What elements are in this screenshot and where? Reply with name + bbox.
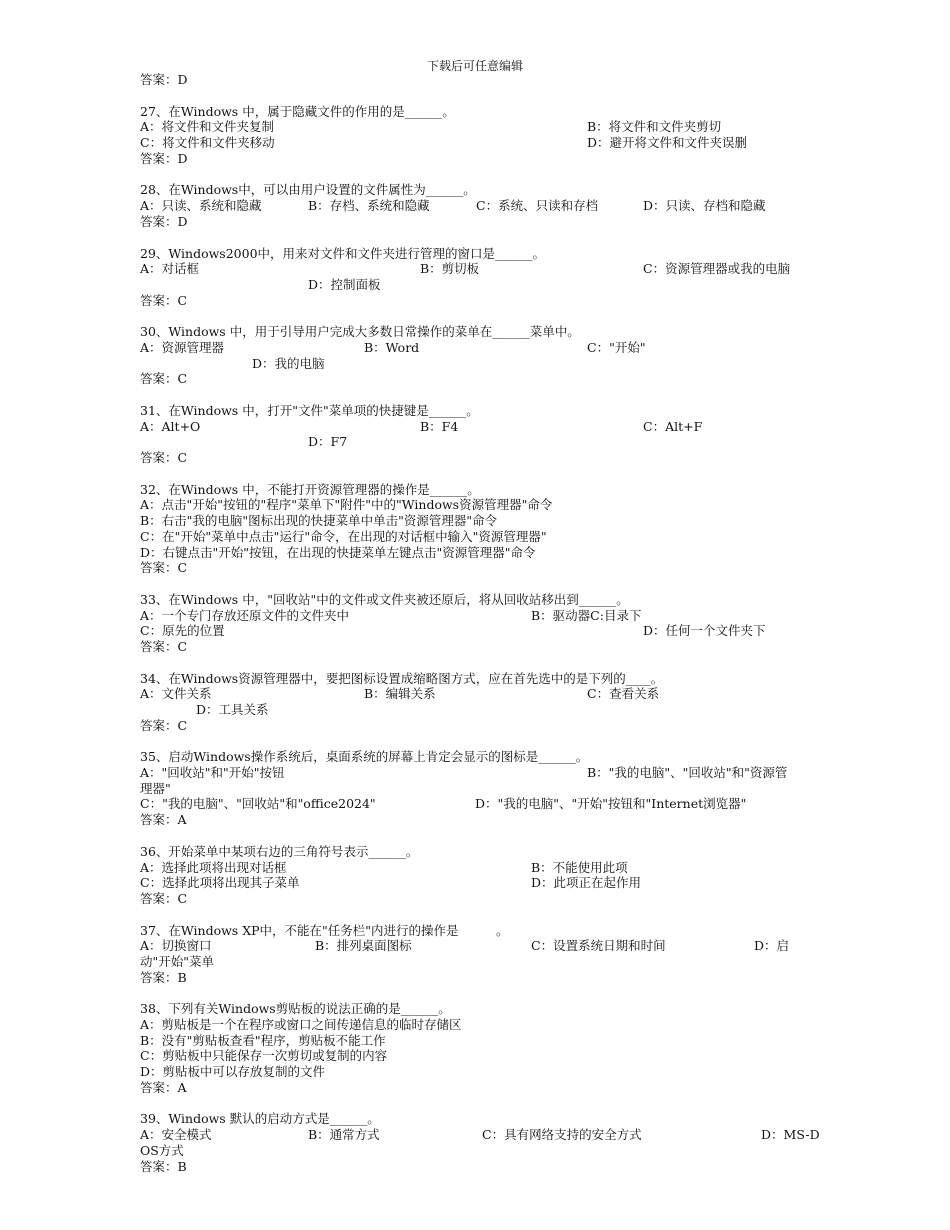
option-text: D：只读、存档和隐藏 (643, 198, 766, 214)
option-text: B：没有"剪贴板查看"程序，剪贴板不能工作 (140, 1032, 386, 1048)
option-text: C：设置系统日期和时间 (531, 938, 666, 954)
option-text: A：Alt+O (140, 418, 201, 434)
option-text: 理器" (140, 780, 171, 796)
option-text: 动"开始"菜单 (140, 953, 214, 969)
option-text: B：右击"我的电脑"图标出现的快捷菜单中单击"资源管理器"命令 (140, 513, 498, 529)
answer-line: 答案：C (140, 292, 188, 308)
option-text: C：剪贴板中只能保存一次剪切或复制的内容 (140, 1048, 388, 1064)
option-line (140, 1064, 815, 1080)
question-stem: 35、启动Windows操作系统后，桌面系统的屏幕上肯定会显示的图标是______。 (140, 749, 589, 765)
question-block (140, 104, 815, 167)
option-text: C：Alt+F (643, 418, 703, 434)
option-text: B：不能使用此项 (531, 859, 628, 875)
option-line (140, 1033, 815, 1049)
answer-line: 答案：B (140, 969, 187, 985)
answer-line: 答案：C (140, 717, 188, 733)
option-text: A：剪贴板是一个在程序或窗口之间传递信息的临时存储区 (140, 1017, 462, 1032)
option-text: C：具有网络支持的安全方式 (482, 1127, 642, 1143)
question-block (140, 403, 815, 466)
answer-line: 答案：C (140, 450, 188, 466)
option-text: C：资源管理器或我的电脑 (643, 261, 791, 277)
answer-line: 答案：C (140, 560, 188, 576)
page-header: 下载后可任意编辑 (426, 59, 523, 73)
option-text: B：F4 (420, 418, 459, 434)
option-text: A：点击"开始"按钮的"程序"菜单下"附件"中的"Windows资源管理器"命令 (140, 497, 553, 513)
question-stem: 37、在Windows XP中，不能在"任务栏"内进行的操作是 。 (140, 922, 509, 938)
question-stem: 33、在Windows 中，"回收站"中的文件或文件夹被还原后，将从回收站移出到______。 (140, 591, 629, 607)
option-text: B："我的电脑"、"回收站"和"资源管 (587, 765, 788, 781)
question-block (140, 482, 815, 576)
question-stem: 38、下列有关Windows剪贴板的说法正确的是______。 (140, 1001, 451, 1017)
option-text: A：对话框 (140, 261, 200, 277)
option-text: A：切换窗口 (140, 938, 212, 954)
option-text: D：MS-D (761, 1127, 820, 1143)
question-stem: 28、在Windows中，可以由用户设置的文件属性为______。 (140, 182, 476, 198)
question-document (140, 72, 820, 1190)
question-block (140, 182, 815, 229)
option-text: C：将文件和文件夹移动 (140, 135, 275, 151)
option-text: C：在"开始"菜单中点击"运行"命令，在出现的对话框中输入"资源管理器" (140, 528, 547, 544)
option-text: A：文件关系 (140, 686, 212, 702)
option-text: A：选择此项将出现对话框 (140, 859, 287, 875)
option-line (140, 954, 815, 970)
option-text: D：F7 (308, 434, 348, 450)
option-text: B：存档、系统和隐藏 (308, 198, 430, 214)
option-text: C："我的电脑"、"回收站"和"office2024" (140, 796, 376, 812)
option-line (140, 277, 815, 293)
option-line (140, 529, 815, 545)
option-line (140, 135, 815, 151)
option-text: B：将文件和文件夹剪切 (587, 119, 722, 135)
option-text: A：将文件和文件夹复制 (140, 119, 275, 135)
question-block (140, 844, 815, 907)
option-line (140, 261, 815, 277)
option-text: D：剪贴板中可以存放复制的文件 (140, 1064, 326, 1080)
option-line (140, 623, 815, 639)
option-text: B：Word (364, 339, 420, 355)
option-text: A："回收站"和"开始"按钮 (140, 765, 285, 781)
question-block (140, 749, 815, 827)
answer-line: 答案：A (140, 1079, 187, 1095)
option-text: B：驱动器C:目录下 (531, 607, 642, 623)
option-line (140, 340, 815, 356)
option-text: B：排列桌面图标 (315, 938, 412, 954)
question-stem: 32、在Windows 中，不能打开资源管理器的操作是______。 (140, 481, 480, 497)
option-line (140, 860, 815, 876)
option-text: D：我的电脑 (252, 355, 325, 371)
option-text: D：此项正在起作用 (531, 875, 642, 891)
option-text: D：避开将文件和文件夹误删 (587, 135, 748, 151)
option-text: A：资源管理器 (140, 339, 225, 355)
option-text: C：原先的位置 (140, 623, 225, 639)
answer-line: 答案：D (140, 150, 188, 166)
option-text: C：查看关系 (587, 686, 660, 702)
option-text: OS方式 (140, 1142, 184, 1158)
option-line (140, 796, 815, 812)
option-line (140, 497, 815, 513)
option-text: D：启 (754, 938, 790, 954)
option-text: B：编辑关系 (364, 686, 436, 702)
question-block (140, 1001, 815, 1095)
option-text: A：只读、系统和隐藏 (140, 198, 262, 214)
option-line (140, 686, 815, 702)
option-line (140, 434, 815, 450)
option-line (140, 1127, 820, 1143)
option-line (140, 356, 815, 372)
question-stem: 29、Windows2000中，用来对文件和文件夹进行管理的窗口是______。 (140, 245, 546, 261)
option-line (140, 1017, 815, 1033)
question-stem: 39、Windows 默认的启动方式是______。 (140, 1111, 380, 1127)
option-text: D：右键点击"开始"按钮，在出现的快捷菜单左键点击"资源管理器"命令 (140, 544, 536, 560)
question-block (140, 1111, 820, 1174)
option-line (140, 608, 815, 624)
question-stem: 27、在Windows 中，属于隐藏文件的作用的是______。 (140, 103, 455, 119)
option-text: C："开始" (587, 339, 646, 355)
option-line (140, 938, 815, 954)
option-text: D："我的电脑"、"开始"按钮和"Internet浏览器" (475, 796, 747, 812)
option-text: D：任何一个文件夹下 (643, 623, 766, 639)
question-block (140, 671, 815, 734)
answer-line: 答案：B (140, 1158, 187, 1174)
option-line (140, 545, 815, 561)
answer-line: 答案：A (140, 812, 187, 828)
option-line (140, 1143, 815, 1159)
question-block (140, 923, 815, 986)
question-stem: 30、Windows 中，用于引导用户完成大多数日常操作的菜单在______菜单中。 (140, 324, 580, 340)
option-text: D：工具关系 (196, 702, 269, 717)
option-line (140, 781, 815, 797)
question-stem: 31、在Windows 中，打开"文件"菜单项的快捷键是______。 (140, 403, 479, 418)
option-line (140, 1048, 815, 1064)
option-text: C：系统、只读和存档 (476, 198, 599, 214)
option-text: C：选择此项将出现其子菜单 (140, 875, 300, 891)
answer-line: 答案：D (140, 213, 188, 229)
answer-line: 答案：C (140, 371, 188, 387)
answer-line: 答案：C (140, 638, 188, 654)
option-line (140, 119, 815, 135)
question-stem: 36、开始菜单中某项右边的三角符号表示______。 (140, 843, 419, 859)
option-text: A：一个专门存放还原文件的文件夹中 (140, 607, 350, 623)
option-line (140, 513, 815, 529)
option-text: B：通常方式 (308, 1127, 380, 1143)
answer-line: 答案：C (140, 890, 188, 906)
question-block (140, 592, 815, 655)
option-line (140, 765, 815, 781)
option-line (140, 702, 815, 718)
option-line (140, 875, 815, 891)
option-text: A：安全模式 (140, 1127, 212, 1143)
question-stem: 34、在Windows资源管理器中，要把图标设置成缩略图方式，应在首先选中的是下列的____。 (140, 670, 664, 686)
question-block (140, 324, 815, 387)
option-text: D：控制面板 (308, 276, 381, 292)
option-line (140, 419, 815, 435)
option-text: B：剪切板 (420, 261, 480, 277)
question-block (140, 246, 815, 309)
option-line (140, 198, 815, 214)
lead-answer: 答案：D (140, 72, 188, 87)
